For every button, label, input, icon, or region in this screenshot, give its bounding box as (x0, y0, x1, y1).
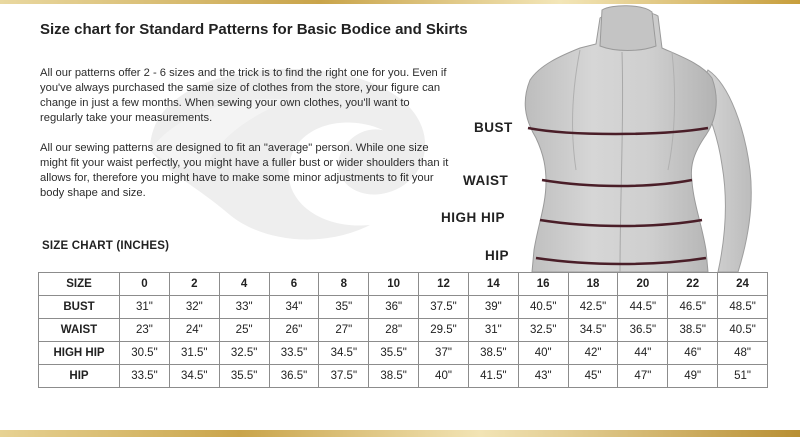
table-cell: 34.5" (568, 319, 618, 342)
table-cell: 36" (369, 296, 419, 319)
table-cell: 45" (568, 365, 618, 388)
table-cell: 40" (419, 365, 469, 388)
table-cell: 30.5" (120, 342, 170, 365)
waist-label: WAIST (463, 173, 509, 188)
table-cell: 43" (518, 365, 568, 388)
table-cell: 32.5" (219, 342, 269, 365)
table-cell: 31.5" (169, 342, 219, 365)
table-cell: 38.5" (468, 342, 518, 365)
table-cell: 46" (668, 342, 718, 365)
size-column-header: 22 (668, 273, 718, 296)
page-title: Size chart for Standard Patterns for Basic Bodice and Skirts (40, 21, 468, 38)
table-cell: 31" (120, 296, 170, 319)
hip-label: HIP (485, 248, 510, 263)
average-fit-paragraph: All our sewing patterns are designed to fit an "average" person. While one size might fit your waist perfectly, you might have a fuller bust or wider shoulders than it allows for, therefore you might have to make some minor adjustments to fit your body shape and size. (40, 142, 449, 199)
table-cell: 28" (369, 319, 419, 342)
table-cell: 33.5" (269, 342, 319, 365)
table-cell: 35.5" (219, 365, 269, 388)
table-cell: 29.5" (419, 319, 469, 342)
size-column-header: 6 (269, 273, 319, 296)
dress-form-figure (440, 0, 800, 272)
size-column-header: 0 (120, 273, 170, 296)
table-cell: 32" (169, 296, 219, 319)
table-cell: 49" (668, 365, 718, 388)
table-cell: 34.5" (169, 365, 219, 388)
table-cell: 48" (718, 342, 768, 365)
table-cell: 48.5" (718, 296, 768, 319)
table-cell: 42.5" (568, 296, 618, 319)
table-row-waist (39, 319, 768, 342)
size-column-header: 16 (518, 273, 568, 296)
table-cell: 47" (618, 365, 668, 388)
table-header-row (39, 273, 768, 296)
table-cell: 44" (618, 342, 668, 365)
high-hip-label: HIGH HIP (441, 210, 506, 225)
size-column-header: 18 (568, 273, 618, 296)
size-column-header: 12 (419, 273, 469, 296)
row-label: WAIST (39, 319, 120, 342)
table-cell: 35.5" (369, 342, 419, 365)
size-chart-table (38, 272, 768, 388)
size-column-header: 20 (618, 273, 668, 296)
table-cell: 40" (518, 342, 568, 365)
table-cell: 40.5" (718, 319, 768, 342)
size-column-header: 14 (468, 273, 518, 296)
size-header-cell: SIZE (39, 273, 120, 296)
table-cell: 44.5" (618, 296, 668, 319)
table-row-bust (39, 296, 768, 319)
table-cell: 32.5" (518, 319, 568, 342)
row-label: HIP (39, 365, 120, 388)
table-cell: 38.5" (668, 319, 718, 342)
table-cell: 41.5" (468, 365, 518, 388)
table-cell: 34.5" (319, 342, 369, 365)
table-cell: 38.5" (369, 365, 419, 388)
table-cell: 26" (269, 319, 319, 342)
table-cell: 35" (319, 296, 369, 319)
row-label: HIGH HIP (39, 342, 120, 365)
table-cell: 34" (269, 296, 319, 319)
table-cell: 24" (169, 319, 219, 342)
table-cell: 37" (419, 342, 469, 365)
table-cell: 39" (468, 296, 518, 319)
table-row-hip (39, 365, 768, 388)
table-cell: 37.5" (419, 296, 469, 319)
size-column-header: 10 (369, 273, 419, 296)
table-cell: 40.5" (518, 296, 568, 319)
table-cell: 23" (120, 319, 170, 342)
table-cell: 46.5" (668, 296, 718, 319)
table-cell: 33.5" (120, 365, 170, 388)
intro-paragraph: All our patterns offer 2 - 6 sizes and the trick is to find the right one for you. Even if you've always purchased the same size of clothes from the store, your figure can change in just a few months. When sewing your own clothes, you'll want to regularly take your measurements. (40, 67, 447, 124)
size-column-header: 2 (169, 273, 219, 296)
gold-bottom-border (0, 430, 800, 437)
size-column-header: 8 (319, 273, 369, 296)
table-cell: 36.5" (269, 365, 319, 388)
row-label: BUST (39, 296, 120, 319)
chart-heading: SIZE CHART (INCHES) (42, 240, 170, 252)
bust-label: BUST (474, 120, 513, 135)
table-cell: 37.5" (319, 365, 369, 388)
size-column-header: 24 (718, 273, 768, 296)
size-column-header: 4 (219, 273, 269, 296)
table-cell: 27" (319, 319, 369, 342)
table-cell: 51" (718, 365, 768, 388)
table-cell: 25" (219, 319, 269, 342)
table-cell: 31" (468, 319, 518, 342)
table-cell: 33" (219, 296, 269, 319)
table-cell: 36.5" (618, 319, 668, 342)
table-cell: 42" (568, 342, 618, 365)
table-row-high-hip (39, 342, 768, 365)
